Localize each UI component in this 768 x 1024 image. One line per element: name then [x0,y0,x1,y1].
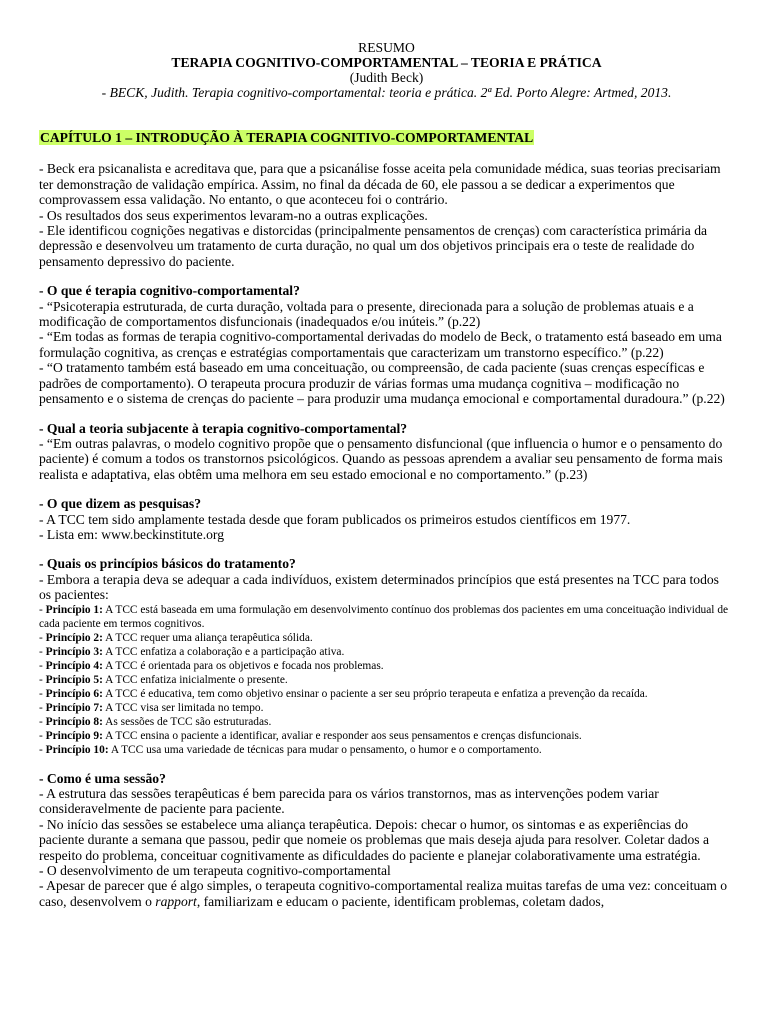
principle-item: - Princípio 3: A TCC enfatiza a colaboração e a participação ativa. [39,645,345,658]
section-research [39,496,734,542]
intro-section [39,161,734,269]
principle-text: A TCC ensina o paciente a identificar, avaliar e responder aos seus pensamentos e crenças disfuncionais. [102,729,582,742]
section-question: - O que dizem as pesquisas? [39,496,202,512]
paragraph [39,878,734,909]
paragraph: - “Psicoterapia estruturada, de curta duração, voltada para o presente, direcionada para a solução de problemas atuais e a modificação de comportamentos disfuncionais (inadequados e/ou inúteis.” (p.22) [39,298,694,330]
author: (Judith Beck) [349,70,424,85]
principle-text: A TCC está baseada em uma formulação em desenvolvimento contínuo dos problemas dos pacientes em uma conceituação individual de cada paciente em termos cognitivos. [39,603,729,630]
emphasis-term: rapport [155,893,197,909]
paragraph: - No início das sessões se estabelece uma aliança terapêutica. Depois: checar o humor, os sintomas e as experiências do paciente durante a semana que passou, pedir que nomeie os problemas que mais deseja ajuda para resolver. Coletar dados a respeito do problema, conceituar cognitivamente as dificuldades do paciente e planejar colaborativamente uma estratégia. [39,816,710,863]
principle-item: - Princípio 2: A TCC requer uma aliança terapêutica sólida. [39,631,313,644]
paragraph-text: , familiarizam e educam o paciente, identificam problemas, coletam dados, [196,893,605,909]
principle-label: Princípio 8: [45,715,103,728]
principle-label: Princípio 4: [45,659,103,672]
principle-label: Princípio 6: [45,687,103,700]
principle-item: - Princípio 6: A TCC é educativa, tem como objetivo ensinar o paciente a ser seu próprio terapeuta e enfatiza a prevenção da recaída. [39,687,648,700]
section-what-is-cbt [39,283,734,406]
principle-text: A TCC enfatiza a colaboração e a participação ativa. [102,645,345,658]
principle-label: Princípio 10: [45,743,109,756]
book-title: TERAPIA COGNITIVO-COMPORTAMENTAL – TEORIA E PRÁTICA [171,55,602,70]
principle-text: A TCC requer uma aliança terapêutica sólida. [102,631,313,644]
principle-label: Princípio 1: [45,603,103,616]
principle-item: - Princípio 1: A TCC está baseada em uma formulação em desenvolvimento contínuo dos problemas dos pacientes em uma conceituação individual de cada paciente em termos cognitivos. [39,603,729,630]
principle-label: Princípio 3: [45,645,103,658]
principle-item: - Princípio 8: As sessões de TCC são estruturadas. [39,715,272,728]
principle-label: Princípio 7: [45,701,103,714]
principle-text: A TCC é orientada para os objetivos e focada nos problemas. [102,659,384,672]
principle-item: - Princípio 7: A TCC visa ser limitada no tempo. [39,701,264,714]
summary-label: RESUMO [358,40,415,55]
reference: - BECK, Judith. Terapia cognitivo-comportamental: teoria e prática. 2ª Ed. Porto Alegre: Artmed, 2013. [101,85,672,100]
paragraph: - Os resultados dos seus experimentos levaram-no a outras explicações. [39,207,428,223]
paragraph: - “Em outras palavras, o modelo cognitivo propõe que o pensamento disfuncional (que influencia o humor e o pensamento do paciente) é comum a todos os transtornos psicológicos. Quando as pessoas aprendem a avaliar seu pensamento de forma mais realista e adaptativa, elas obtêm uma melhora em seu estado emocional e no comportamento.” (p.23) [39,435,723,482]
paragraph: - “O tratamento também está baseado em uma conceituação, ou compreensão, de cada paciente (suas crenças específicas e padrões de comportamento). O terapeuta procura produzir de várias formas uma mudança cognitiva – modificação no pensamento e o sistema de crenças do paciente – para produzir uma mudança emocional e comportamental duradoura.” (p.22) [39,360,725,407]
principle-item: - Princípio 5: A TCC enfatiza inicialmente o presente. [39,673,288,686]
section-question: - Quais os princípios básicos do tratamento? [39,556,296,572]
paragraph: - O desenvolvimento de um terapeuta cognitivo-comportamental [39,863,391,878]
section-principles [39,556,734,756]
chapter-heading [39,130,734,145]
paragraph: - “Em todas as formas de terapia cognitivo-comportamental derivadas do modelo de Beck, o tratamento está baseado em uma formulação cognitiva, as crenças e estratégias comportamentais que caracterizam um transtorno específico.” (p.22) [39,329,722,360]
principle-text: A TCC usa uma variedade de técnicas para mudar o pensamento, o humor e o comportamento. [108,743,542,756]
principle-text: As sessões de TCC são estruturadas. [102,715,272,728]
section-question: - Como é uma sessão? [39,770,166,786]
principle-item: - Princípio 4: A TCC é orientada para os objetivos e focada nos problemas. [39,659,384,672]
principle-item: - Princípio 10: A TCC usa uma variedade de técnicas para mudar o pensamento, o humor e o comportamento. [39,743,542,756]
section-question: - Qual a teoria subjacente à terapia cognitivo-comportamental? [39,420,408,436]
paragraph: - A TCC tem sido amplamente testada desde que foram publicados os primeiros estudos científicos em 1977. [39,511,631,527]
paragraph: - A estrutura das sessões terapêuticas é bem parecida para os vários transtornos, mas as intervenções podem variar consideravelmente de paciente para paciente. [39,785,659,817]
paragraph: - Beck era psicanalista e acreditava que, para que a psicanálise fosse aceita pela comunidade médica, suas teorias precisariam ter demonstração de validação empírica. Assim, no final da década de 60, ele passou a se dedicar a experimentos que comprovassem essa validação. No entanto, o que aconteceu foi o contrário. [39,161,721,208]
paragraph: - Lista em: www.beckinstitute.org [39,526,224,542]
principle-item: - Princípio 9: A TCC ensina o paciente a identificar, avaliar e responder aos seus pensamentos e crenças disfuncionais. [39,729,582,742]
paragraph: - Ele identificou cognições negativas e distorcidas (principalmente pensamentos de crenças) com característica primária da depressão e desenvolveu um tratamento de curta duração, no qual um dos objetivos principais era o teste de realidade do pensamento depressivo do paciente. [39,223,708,269]
principle-label: Princípio 5: [45,673,103,686]
principles-list [39,603,734,757]
principle-text: A TCC é educativa, tem como objetivo ensinar o paciente a ser seu próprio terapeuta e enfatiza a prevenção da recaída. [102,687,648,700]
section-question: - O que é terapia cognitivo-comportamental? [39,283,300,299]
principle-label: Princípio 9: [45,729,103,742]
section-underlying-theory [39,421,734,483]
principle-label: Princípio 2: [45,631,103,644]
paragraph: - Embora a terapia deva se adequar a cada indivíduos, existem determinados princípios que está presentes na TCC para todos os pacientes: [39,571,719,603]
principle-text: A TCC visa ser limitada no tempo. [102,701,264,714]
document-header [39,40,734,100]
chapter-title: CAPÍTULO 1 – INTRODUÇÃO À TERAPIA COGNITIVO-COMPORTAMENTAL [40,130,534,145]
section-session [39,771,734,910]
paragraph-text: - Apesar de parecer que é algo simples, o terapeuta cognitivo-comportamental realiza muitas tarefas de uma vez: conceituam o caso, desenvolvem o [39,878,728,909]
principle-text: A TCC enfatiza inicialmente o presente. [102,673,288,686]
